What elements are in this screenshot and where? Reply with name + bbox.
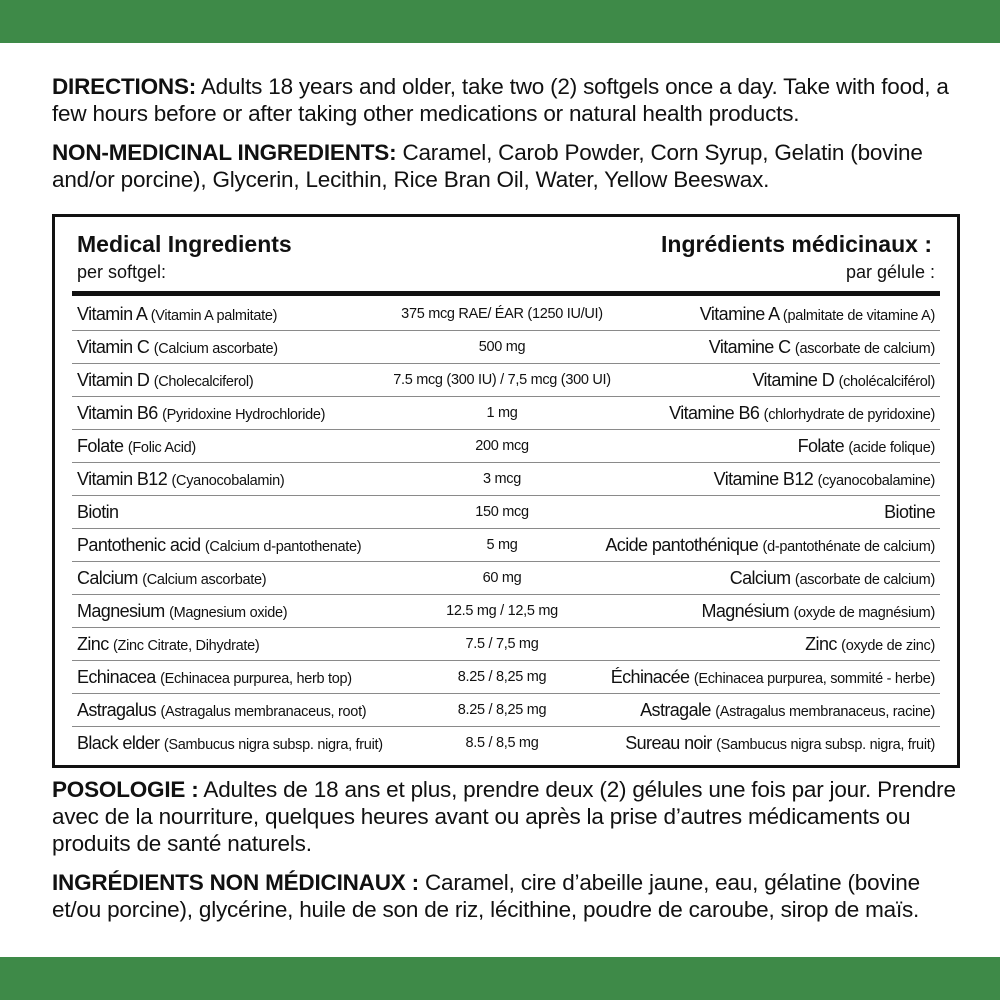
ingredient-fr: Vitamine C <box>708 337 791 357</box>
ingredient-source-en: (Calcium d-pantothenate) <box>204 539 362 555</box>
amount-value: 375 mcg RAE/ ÉAR (1250 IU/UI) <box>401 306 603 322</box>
ingredient-table <box>72 298 940 760</box>
ingredient-en: Black elder <box>77 733 160 753</box>
table-row <box>72 496 940 529</box>
table-row <box>72 661 940 694</box>
ingredient-source-fr: (acide folique) <box>848 440 935 456</box>
directions-paragraph <box>52 73 964 127</box>
amount-value: 500 mg <box>478 339 526 355</box>
ingredient-name-fr <box>640 700 935 721</box>
ingredient-fr: Vitamine B12 <box>713 469 814 489</box>
ingredient-fr: Zinc <box>805 634 837 654</box>
ingredient-source-en: (Cyanocobalamin) <box>171 473 285 489</box>
ingredient-name-fr <box>805 634 935 655</box>
ingredient-source-en: (Echinacea purpurea, herb top) <box>160 671 352 687</box>
ingredient-fr: Acide pantothénique <box>605 535 759 555</box>
ingredient-name-en <box>77 667 352 688</box>
ingredient-en: Vitamin B12 <box>77 469 168 489</box>
ingredient-name-fr <box>700 304 935 325</box>
ingredient-en: Folate <box>77 436 124 456</box>
ingredient-fr: Vitamine B6 <box>669 403 760 423</box>
panel-title-en: Medical Ingredients <box>77 231 292 257</box>
ingredient-en: Pantothenic acid <box>77 535 201 555</box>
ingredient-fr: Calcium <box>729 568 791 588</box>
ingredient-source-fr: (d-pantothénate de calcium) <box>762 539 935 555</box>
table-row <box>72 562 940 595</box>
ingredient-en: Zinc <box>77 634 109 654</box>
ingredients-non-medicinaux-paragraph <box>52 869 964 923</box>
ingredient-name-en <box>77 535 361 556</box>
ingredient-name-fr <box>701 601 935 622</box>
ingredient-name-en <box>77 436 196 457</box>
ingredient-source-fr: (oxyde de zinc) <box>841 638 935 654</box>
ingredient-fr: Vitamine D <box>752 370 835 390</box>
posologie-paragraph <box>52 776 964 857</box>
ingredient-name-fr <box>798 436 935 457</box>
ingredient-fr: Échinacée <box>610 667 690 687</box>
ingredients-non-med-label: INGRÉDIENTS NON MÉDICINAUX : <box>52 870 419 895</box>
ingredient-en: Echinacea <box>77 667 156 687</box>
ingredient-source-en: (Pyridoxine Hydrochloride) <box>162 407 326 423</box>
ingredient-en: Vitamin B6 <box>77 403 158 423</box>
ingredient-source-fr: (ascorbate de calcium) <box>794 341 935 357</box>
panel-subtitle-en: per softgel: <box>77 262 167 282</box>
ingredient-source-en: (Calcium ascorbate) <box>153 341 278 357</box>
amount-value: 150 mcg <box>475 504 529 520</box>
table-row <box>72 364 940 397</box>
ingredient-name-fr <box>752 370 935 391</box>
ingredient-name-fr <box>611 667 935 688</box>
ingredient-source-fr: (palmitate de vitamine A) <box>782 308 935 324</box>
ingredient-name-en <box>77 403 325 424</box>
posologie-text: Adultes de 18 ans et plus, prendre deux (2) gélules une fois par jour. Prendre avec de la nourriture, quelques heures avant ou après la prise d’autres médicaments ou produits de santé naturels. <box>52 777 956 856</box>
ingredient-name-fr <box>709 337 935 358</box>
ingredient-en: Vitamin C <box>77 337 150 357</box>
ingredient-amount <box>475 438 529 454</box>
header-divider <box>72 291 940 296</box>
ingredient-source-fr: (cyanocobalamine) <box>817 473 935 489</box>
ingredient-amount <box>483 570 522 586</box>
amount-value: 8.25 / 8,25 mg <box>457 669 547 685</box>
ingredient-amount <box>483 471 521 487</box>
amount-value: 8.5 / 8,5 mg <box>465 735 539 751</box>
ingredient-source-en: (Magnesium oxide) <box>169 605 288 621</box>
amount-value: 5 mg <box>486 537 518 553</box>
ingredient-source-en: (Folic Acid) <box>127 440 196 456</box>
panel-title-fr: Ingrédients médicinaux : <box>661 231 932 257</box>
ingredient-amount <box>479 339 526 355</box>
ingredient-name-fr <box>884 502 935 523</box>
ingredient-en: Calcium <box>77 568 138 588</box>
posologie-label: POSOLOGIE : <box>52 777 199 802</box>
ingredient-amount <box>458 669 547 685</box>
ingredient-source-en: (Cholecalciferol) <box>153 374 254 390</box>
ingredient-source-fr: (Echinacea purpurea, sommité - herbe) <box>693 671 935 687</box>
amount-value: 7.5 / 7,5 mg <box>465 636 539 652</box>
table-row <box>72 430 940 463</box>
amount-value: 1 mg <box>486 405 518 421</box>
ingredient-en: Vitamin D <box>77 370 150 390</box>
table-row <box>72 694 940 727</box>
ingredient-amount <box>466 636 539 652</box>
directions-label: DIRECTIONS: <box>52 74 197 99</box>
ingredient-fr: Sureau noir <box>625 733 712 753</box>
ingredient-name-en <box>77 601 287 622</box>
ingredient-fr: Vitamine A <box>699 304 779 324</box>
table-row <box>72 463 940 496</box>
ingredient-fr: Magnésium <box>701 601 790 621</box>
non-medicinal-ingredients-paragraph <box>52 139 964 193</box>
ingredient-source-en: (Zinc Citrate, Dihydrate) <box>113 638 260 654</box>
ingredient-name-en <box>77 337 278 358</box>
table-row <box>72 331 940 364</box>
ingredient-source-en: (Calcium ascorbate) <box>142 572 267 588</box>
ingredient-amount <box>393 372 611 388</box>
ingredient-en: Vitamin A <box>77 304 147 324</box>
ingredient-name-fr <box>730 568 935 589</box>
amount-value: 3 mcg <box>483 471 521 487</box>
ingredient-amount <box>475 504 529 520</box>
ingredient-name-en <box>77 502 118 523</box>
ingredient-source-fr: (cholécalciférol) <box>838 374 935 390</box>
ingredients-non-med-text: Caramel, cire d’abeille jaune, eau, gélatine (bovine et/ou porcine), glycérine, huile de son de riz, lécithine, poudre de caroube, sirop de maïs. <box>52 870 920 922</box>
ingredient-amount <box>446 603 558 619</box>
ingredient-name-fr <box>669 403 935 424</box>
ingredient-fr: Folate <box>797 436 844 456</box>
table-row <box>72 298 940 331</box>
ingredient-source-fr: (Astragalus membranaceus, racine) <box>715 704 935 720</box>
ingredient-name-en <box>77 733 383 754</box>
ingredient-name-en <box>77 700 366 721</box>
non-medicinal-text: Caramel, Carob Powder, Corn Syrup, Gelatin (bovine and/or porcine), Glycerin, Lecithin, Rice Bran Oil, Water, Yellow Beeswax. <box>52 140 923 192</box>
ingredient-source-en: (Sambucus nigra subsp. nigra, fruit) <box>163 737 383 753</box>
ingredient-name-en <box>77 370 253 391</box>
ingredient-amount <box>466 735 539 751</box>
ingredient-en: Astragalus <box>77 700 157 720</box>
ingredient-name-en <box>77 304 277 325</box>
amount-value: 8.25 / 8,25 mg <box>457 702 547 718</box>
ingredient-amount <box>401 306 603 322</box>
ingredient-amount <box>458 702 547 718</box>
ingredient-source-en: (Astragalus membranaceus, root) <box>160 704 367 720</box>
table-row <box>72 628 940 661</box>
panel-subtitle-fr: par gélule : <box>845 262 935 282</box>
ingredient-source-fr: (chlorhydrate de pyridoxine) <box>763 407 935 423</box>
amount-value: 12.5 mg / 12,5 mg <box>446 603 558 619</box>
top-green-band <box>0 0 1000 43</box>
ingredient-en: Magnesium <box>77 601 165 621</box>
ingredient-source-fr: (oxyde de magnésium) <box>793 605 935 621</box>
table-row <box>72 397 940 430</box>
ingredient-source-fr: (Sambucus nigra subsp. nigra, fruit) <box>716 737 935 753</box>
ingredient-fr: Biotine <box>884 502 935 522</box>
ingredient-fr: Astragale <box>640 700 711 720</box>
table-row <box>72 595 940 628</box>
amount-value: 60 mg <box>482 570 522 586</box>
ingredient-name-fr <box>625 733 935 754</box>
ingredient-source-en: (Vitamin A palmitate) <box>150 308 278 324</box>
table-row <box>72 727 940 760</box>
directions-text: Adults 18 years and older, take two (2) softgels once a day. Take with food, a few hours before or after taking other medications or natural health products. <box>52 74 949 126</box>
ingredient-amount <box>486 405 517 421</box>
ingredient-name-en <box>77 469 284 490</box>
amount-value: 200 mcg <box>475 438 529 454</box>
ingredient-name-fr <box>605 535 935 556</box>
amount-value: 7.5 mcg (300 IU) / 7,5 mcg (300 UI) <box>393 372 611 388</box>
medical-ingredients-panel <box>52 214 960 768</box>
non-medicinal-label: NON-MEDICINAL INGREDIENTS: <box>52 140 397 165</box>
ingredient-amount <box>486 537 517 553</box>
ingredient-name-en <box>77 634 259 655</box>
ingredient-en: Biotin <box>77 502 119 522</box>
ingredient-source-fr: (ascorbate de calcium) <box>794 572 935 588</box>
table-row <box>72 529 940 562</box>
ingredient-name-fr <box>714 469 935 490</box>
ingredient-name-en <box>77 568 266 589</box>
bottom-green-band <box>0 957 1000 1000</box>
